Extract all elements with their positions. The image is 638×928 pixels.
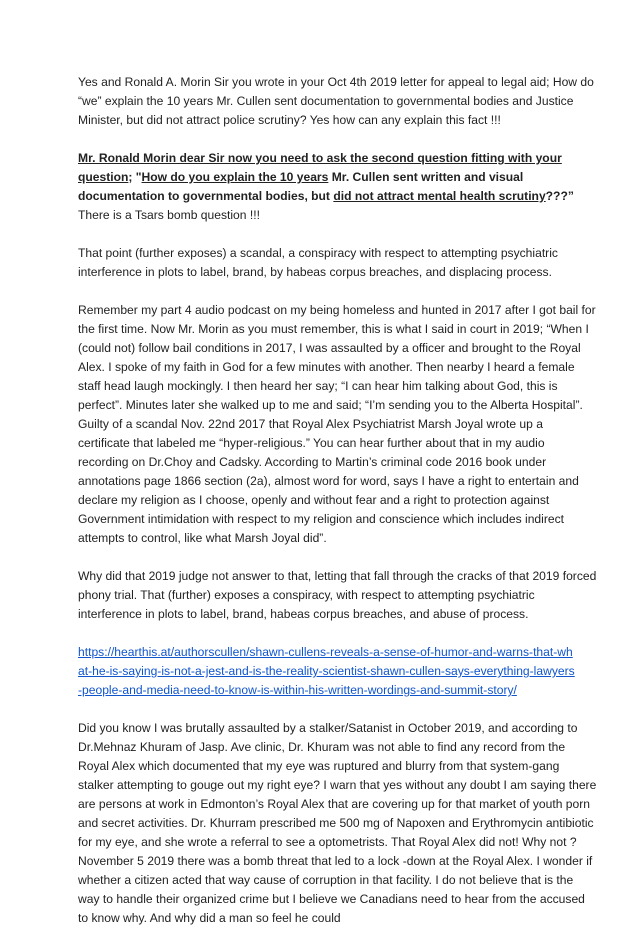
question-separator: ; " [128, 170, 142, 184]
link-line-3: -people-and-media-need-to-know-is-within-his-written-wordings-and-summit-story/ [78, 683, 517, 697]
paragraph-hearthis-link [78, 643, 598, 700]
link-line-2: at-he-is-saying-is-not-a-jest-and-is-the-reality-scientist-shawn-cullen-says-everything-lawyers [78, 664, 575, 678]
heading-ask-second-question: Mr. Ronald Morin dear Sir now you need to ask the second question fitting with your question [78, 151, 562, 184]
question-10-years: How do you explain the 10 years [141, 170, 329, 184]
paragraph-judge-question: Why did that 2019 judge not answer to that, letting that fall through the cracks of that 2019 forced phony trial. That (further) exposes a conspiracy, with respect to attempting psychiatric interference in plots to label, brand, habeas corpus breaches, and abuse of process. [78, 569, 597, 621]
question-documentation-text: Mr. Cullen sent written and visual documentation to governmental bodies, but [78, 170, 524, 203]
paragraph-second-question [78, 149, 598, 225]
question-marks: ???” [545, 189, 574, 203]
link-line-1: https://hearthis.at/authorscullen/shawn-cullens-reveals-a-sense-of-humor-and-warns-that-wh [78, 645, 573, 659]
question-mental-health-scrutiny: did not attract mental health scrutiny [333, 189, 546, 203]
hearthis-link[interactable] [78, 645, 575, 697]
tsars-bomb-line: There is a Tsars bomb question !!! [78, 208, 260, 222]
paragraph-legal-aid-letter: Yes and Ronald A. Morin Sir you wrote in your Oct 4th 2019 letter for appeal to legal aid; How do “we” explain the 10 years Mr. Cullen sent documentation to governmental bodies and Justice Minister, but did not attract police scrutiny? Yes how can any explain this fact !!! [78, 75, 594, 127]
paragraph-podcast-court-statement: Remember my part 4 audio podcast on my being homeless and hunted in 2017 after I got bail for the first time. Now Mr. Morin as you must remember, this is what I said in court in 2019; “When I (could not) follow bail conditions in 2017, I was assaulted by a officer and brought to the Royal Alex. I spoke of my faith in God for a few minutes with another. Then nearby I heard a female staff head laugh mockingly. I then heard her say; “I can hear him talking about God, this is perfect”. Minutes later she walked up to me and said; “I’m sending you to the Alberta Hospital”. Guilty of a scandal Nov. 22nd 2017 that Royal Alex Psychiatrist Marsh Joyal wrote up a certificate that labeled me “hyper-religious.” You can hear further about that in my audio recording on Dr.Choy and Cadsky. According to Martin’s criminal code 2016 book under annotations page 1866 section (2a), almost word for word, says I have a right to entertain and declare my religion as I choose, openly and without fear and a right to protection against Government intimidation with respect to my religion and conscience which includes indirect attempts to control, like what Marsh Joyal did”. [78, 303, 596, 545]
paragraph-assault-account: Did you know I was brutally assaulted by a stalker/Satanist in October 2019, and according to Dr.Mehnaz Khuram of Jasp. Ave clinic, Dr. Khuram was not able to find any record from the Royal Alex which documented that my eye was ruptured and blurry from that system-gang stalker attempting to gouge out my right eye? I warn that yes without any doubt I am saying there are persons at work in Edmonton’s Royal Alex that are covering up for that market of youth porn and secret activities. Dr. Khurram prescribed me 500 mg of Napoxen and Erythromycin antibiotic for my eye, and she wrote a referral to see a optometrists. That Royal Alex did not! Why not ? November 5 2019 there was a bomb threat that led to a lock -down at the Royal Alex. I wonder if whether a citizen acted that way cause of corruption in that facility. I do not believe that is the way to handle their organized crime but I believe we Canadians need to hear from the accused to know why. And why did a man so feel he could [78, 721, 597, 925]
paragraph-scandal-point: That point (further exposes) a scandal, a conspiracy with respect to attempting psychiatric interference in plots to label, brand, by habeas corpus breaches, and displacing process. [78, 246, 558, 279]
